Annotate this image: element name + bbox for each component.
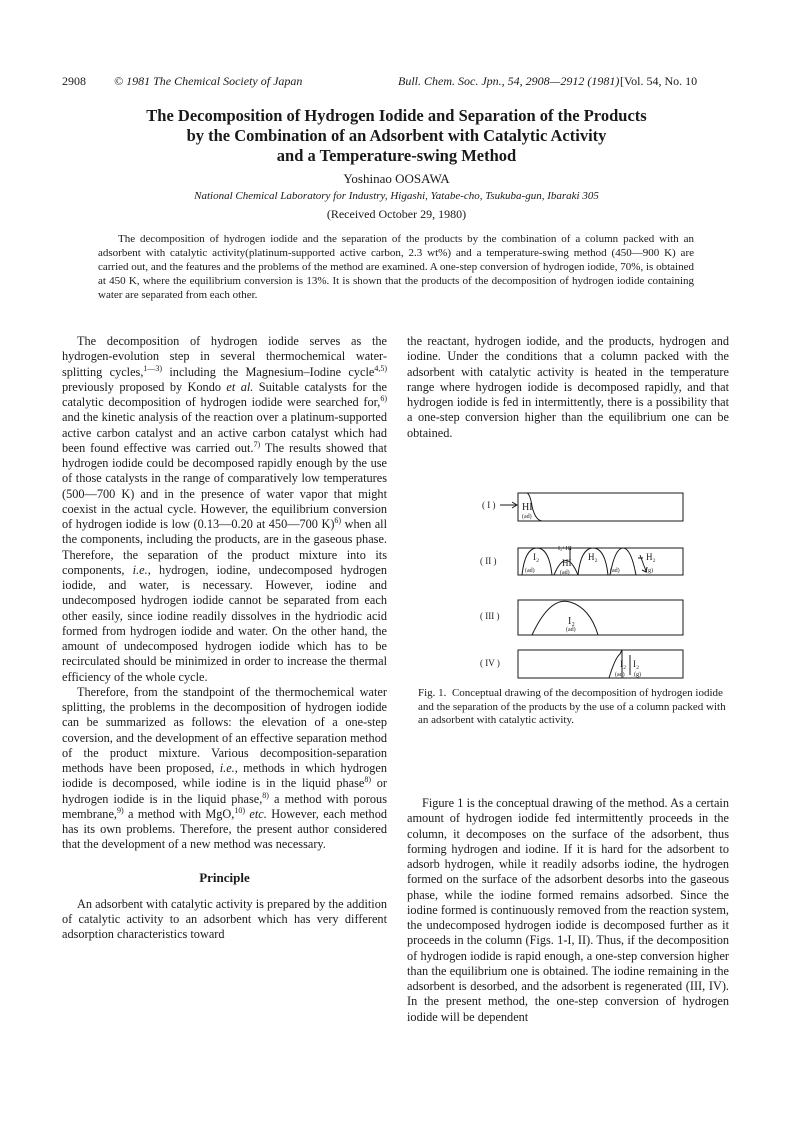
copyright: © 1981 The Chemical Society of Japan [114,74,303,88]
row-label-4: ( IV ) [480,658,500,668]
paragraph: An adsorbent with catalytic activity is prepared by the addition of catalytic activity to an adsorbent which has very different adsorption characteristics toward [62,896,387,942]
peak-i2-big [532,601,598,635]
paragraph: Therefore, from the standpoint of the thermochemical water splitting, the problems in the decomposition of hydrogen iodide can be summarized as follows: the elevation of a one-step coversion, and the development of an effective separation method of the product mixture. Various decomposition-separation methods have been proposed, i.e., methods in which hydrogen iodide is decomposed, while iodine is in the liquid phase$^{8)}$ or hydrogen iodide is in the liquid phase,$^{8)}$ a method with porous membrane,$^{9)}$ a method with MgO,$^{10)}$ etc. However, each method has its own problems. Therefore, the present author considered that the development of a new method was necessary. [62,684,388,852]
right-column-top [407,334,729,441]
column-row-4 [518,650,683,678]
label-i2: I₂ [533,552,540,562]
left-column [62,334,387,943]
volume-info: [Vol. 54, No. 10 [620,74,698,88]
title-line: The Decomposition of Hydrogen Iodide and Separation of the Products [146,106,647,125]
label-ad: (ad) [560,570,570,576]
label-i2-big: I₂ [568,616,575,627]
label-ad: (ad) [610,568,620,574]
paragraph: The decomposition of hydrogen iodide serves as the hydrogen-evolution step in several thermochemical water-splitting cycles,$^{1—3)}$ including the Magnesium–Iodine cycle$^{4,5)}$ previously proposed by Kondo et al. Suitable catalysts for the catalytic decomposition of hydrogen iodide were searched for,$^{6)}$ and the kinetic analysis of the reaction over a platinum-supported active carbon catalyst and an active carbon catalyst which had been found effective was carried out.$^{7)}$ The results showed that hydrogen iodide could be decomposed rapidly enough by the use of those catalysts in the range of comparatively low temperatures (500—700 K) and in the presence of water vapor that might coexist in the actual cycle. However, the equilibrium conversion of hydrogen iodide is low (0.13—0.20 at 450—700 K)$^{6)}$ when all the components, including the products, are in the gaseous phase. Therefore, the separation of the product mixture into its components, i.e., hydrogen, iodine, undecomposed hydrogen iodide, and water, is necessary. However, iodine and undecomposed hydrogen iodide cannot be separated from each other easily, since iodine readily dissolves in the hydriodic acid formed from hydrogen iodide and water. On the other hand, the amount of undecomposed hydrogen iodide which has to be recirculated should be minimized in order to increase the thermal efficiency of the whole cycle. [62,334,388,684]
label-ad: (ad) [615,672,625,678]
paragraph: the reactant, hydrogen iodide, and the products, hydrogen and iodine. Under the conditions that a column packed with the adsorbent with catalytic activity is heated in the temperature range where hydrogen iodide is decomposed rapidly, and that hydrogen iodide is fed in intermittently, there is a possibility that a one-step conversion higher than the equilibrium one can be obtained. [407,334,729,440]
caption-label: Fig. 1. [418,687,447,699]
label-hi-ad: HI [562,558,572,568]
figure-caption [418,687,728,728]
author: Yoshinao OOSAWA [343,171,450,186]
label-h2-g: H₂ [646,552,656,562]
label-ad: (ad) [566,627,576,633]
label-h2: H₂ [588,552,598,562]
right-column-bottom [407,796,729,1025]
affiliation: National Chemical Laboratory for Industry, Higashi, Yatabe-cho, Tsukuba-gun, Ibaraki 305 [194,190,599,202]
label-i2-iv-g: I₂ [633,659,640,669]
section-heading-principle: Principle [199,869,250,885]
title-line: by the Combination of an Adsorbent with Catalytic Activity [186,126,607,145]
label-hi: HI [522,502,533,513]
row-label-3: ( III ) [480,611,500,621]
label-ad: (ad) [525,568,535,574]
paper-title [60,106,733,166]
abstract: The decomposition of hydrogen iodide and the separation of the products by the combination of a column packed with an adsorbent with catalytic activity(platinum-supported active carbon, 2.3 wt%) and a temperature-swing method (450—900 K) are carried out, and the features and the problems of the method are examined. A one-step conversion of hydrogen iodide, 70%, is obtained at 450 K, where the equilibrium conversion is 13%. It is shown that the products of the decomposition of hydrogen iodide containing water are separated from each other. [98,233,694,302]
page-number: 2908 [62,74,86,88]
column-row-1 [518,493,683,521]
label-g: (g) [646,568,653,574]
title-line: and a Temperature-swing Method [276,146,517,165]
received-date: (Received October 29, 1980) [326,207,467,221]
caption-text: Conceptual drawing of the decomposition of hydrogen iodide and the separation of the products by the use of a column packed with an adsorbent with catalytic activity. [418,687,726,726]
paragraph: Figure 1 is the conceptual drawing of the method. As a certain amount of hydrogen iodide fed intermittently proceeds in the column, it decomposes on the surface of the adsorbent, thus forming hydrogen and iodine. If it is hard for the adsorbent to adsorb hydrogen, while it readily adsorbs iodine, the hydrogen formed on the surface of the adsorbent desorbs into the gaseous phase, while the iodine formed remains adsorbed. Since the iodine formed is continuously removed from the reaction system, the undecomposed hydrogen iodide is decomposed further as it proceeds in the column (Figs. 1-I, II). Thus, if the decomposition of hydrogen iodide is rapid enough, a one-step conversion higher than the equilibrium one is obtained. The iodine remaining in the adsorbent is desorbed, and the adsorbent is regenerated (III, IV). In the present method, the one-step conversion of hydrogen iodide will be dependent [407,796,729,1024]
column-row-3 [518,600,683,635]
journal-citation: Bull. Chem. Soc. Jpn., 54, 2908—2912 (1981) [398,74,620,88]
label-ad: (ad) [522,514,532,520]
row-label-1: ( I ) [482,500,496,510]
label-i2-iv-ad: I₂ [620,659,627,669]
label-g: (g) [634,672,641,678]
label-i2-hi: I₂+HI [558,546,572,552]
row-label-2: ( II ) [480,556,497,566]
figure-1-diagram [470,488,690,683]
